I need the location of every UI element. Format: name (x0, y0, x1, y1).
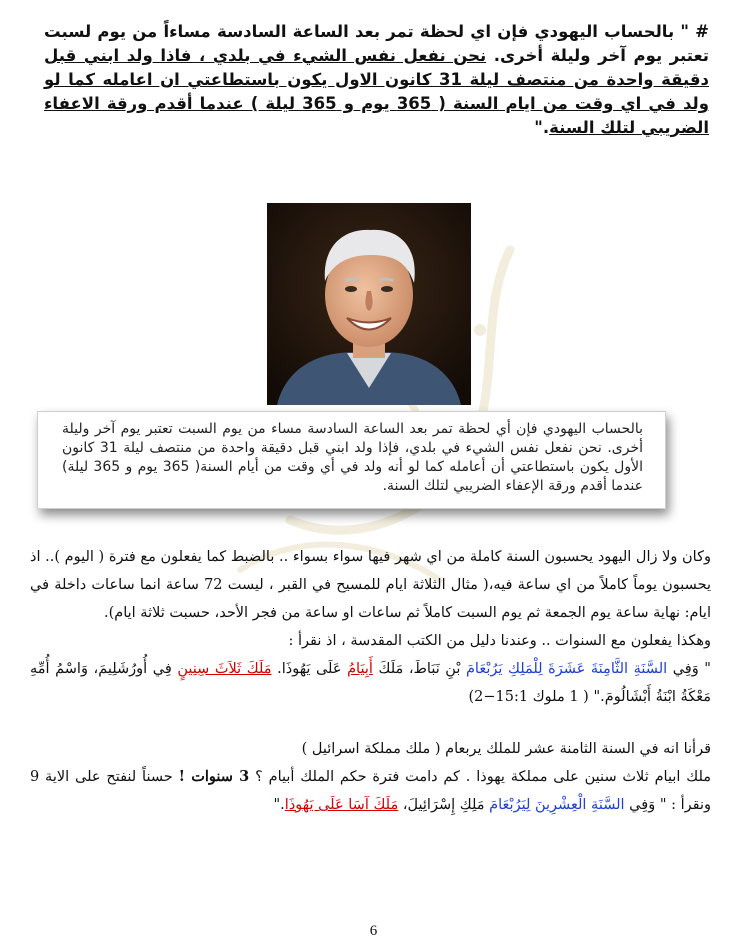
verse-mid-1: بْنِ نَبَاطَ، مَلَكَ (372, 661, 466, 677)
intro-sentence: # " بالحساب اليهودي فإن اي لحظة تمر بعد الساعة السادسة مساءاً من يوم لسبت تعتبر يوم آخر وليلة أخرى. (44, 22, 709, 65)
portrait-photo (267, 203, 471, 405)
verse2-highlight-year: السَّنَةِ الْعِشْرِينَ لِيَرُبْعَامَ (489, 797, 625, 813)
verse-highlight-year: السَّنَةِ الثَّامِنَةَ عَشَرَةَ لِلْمَلِكِ يَرُبْعَامَ (465, 661, 668, 677)
verse-open: " وَفِي (667, 661, 711, 677)
intro-underlined-sentence: نحن نفعل نفس الشيء في بلدي ، فاذا ولد ابني قبل دقيقة واحدة من منتصف ليلة 31 كانون الاول يكون باستطاعتي ان اعامله كما لو ولد في اي وقت من ايام السنة ( 365 يوم و 365 ليلة ) عندما أقدم ورقة الاعفاء الضريبي لتلك السنة (44, 46, 710, 137)
quote-box (37, 411, 666, 509)
p4-start: ملك ابيام ثلاث سنين على مملكة يهوذا . كم دامت فترة حكم الملك أبيام ؟ (249, 769, 712, 785)
intro-end-quote: ." (534, 118, 550, 137)
body-text (30, 543, 711, 819)
verse-mid-2: عَلَى يَهُوذَا. (271, 661, 348, 677)
verse2-end: ." (273, 797, 285, 813)
verse2-mid: مَلِكِ إِسْرَائِيلَ، (398, 797, 490, 813)
portrait-illustration (267, 203, 471, 405)
p4-bold-three-years: 3 سنوات ! (178, 768, 250, 785)
verse-1kings-15 (30, 655, 711, 711)
body-paragraph-1: وكان ولا زال اليهود يحسبون السنة كاملة من اي شهر فيها سواء بسواء .. بالضبط كما يفعلون مع فترة ( اليوم ).. اذ يحسبون يوماً كاملاً من اي ساعة فيه،( مثال الثلاثة ايام للمسيح في القبر ، ليست 72 ساعة انما ساعات داخلة في ايام: نهاية ساعة يوم الجمعة ثم يوم السبت كاملاً ثم ساعات او ساعة من فجر الأحد، حسبت ثلاثة ايام). (30, 549, 711, 621)
body-paragraph-2: وهكذا يفعلون مع السنوات .. وعندنا دليل من الكتب المقدسة ، اذ نقرأ : (288, 633, 711, 649)
verse-highlight-abijam: أَبِيَامُ (347, 661, 373, 677)
body-paragraph-3: قرأنا انه في السنة الثامنة عشر للملك يربعام ( ملك مملكة اسرائيل ) (301, 741, 711, 757)
paragraph-gap (30, 711, 711, 735)
quote-text: بالحساب اليهودي فإن أي لحظة تمر بعد الساعة السادسة مساء من يوم السبت تعتبر يوم آخر وليلة أخرى. نحن نفعل نفس الشيء في بلدي، فإذا ولد ابني قبل دقيقة واحدة من منتصف ليلة 31 كانون الأول يكون باستطاعتي أن أعامله كما لو أنه ولد في أي وقت من أيام السنة( 365 يوم و 365 ليلة) عندما أقدم ورقة الإعفاء الضريبي لتلك السنة. (62, 421, 643, 494)
body-paragraph-4 (30, 763, 711, 819)
verse-highlight-three-years: مَلَكَ ثَلاَثَ سِنِينٍ (177, 661, 272, 677)
page-number: 6 (369, 923, 378, 939)
intro-paragraph (44, 20, 709, 140)
verse-end: فِي أُورُشَلِيمَ، وَاسْمُ أُمِّهِ مَعْكَةُ ابْنَةُ أَبْشَالُومَ." ( 1 ملوك 15:1−2) (30, 661, 711, 705)
verse2-highlight-asa: مَلَكَ آسَا عَلَى يَهُوذَا (284, 797, 399, 813)
p4-end: حسناً لنفتح على الاية 9 ونقرأ : " وَفِي (30, 769, 711, 813)
